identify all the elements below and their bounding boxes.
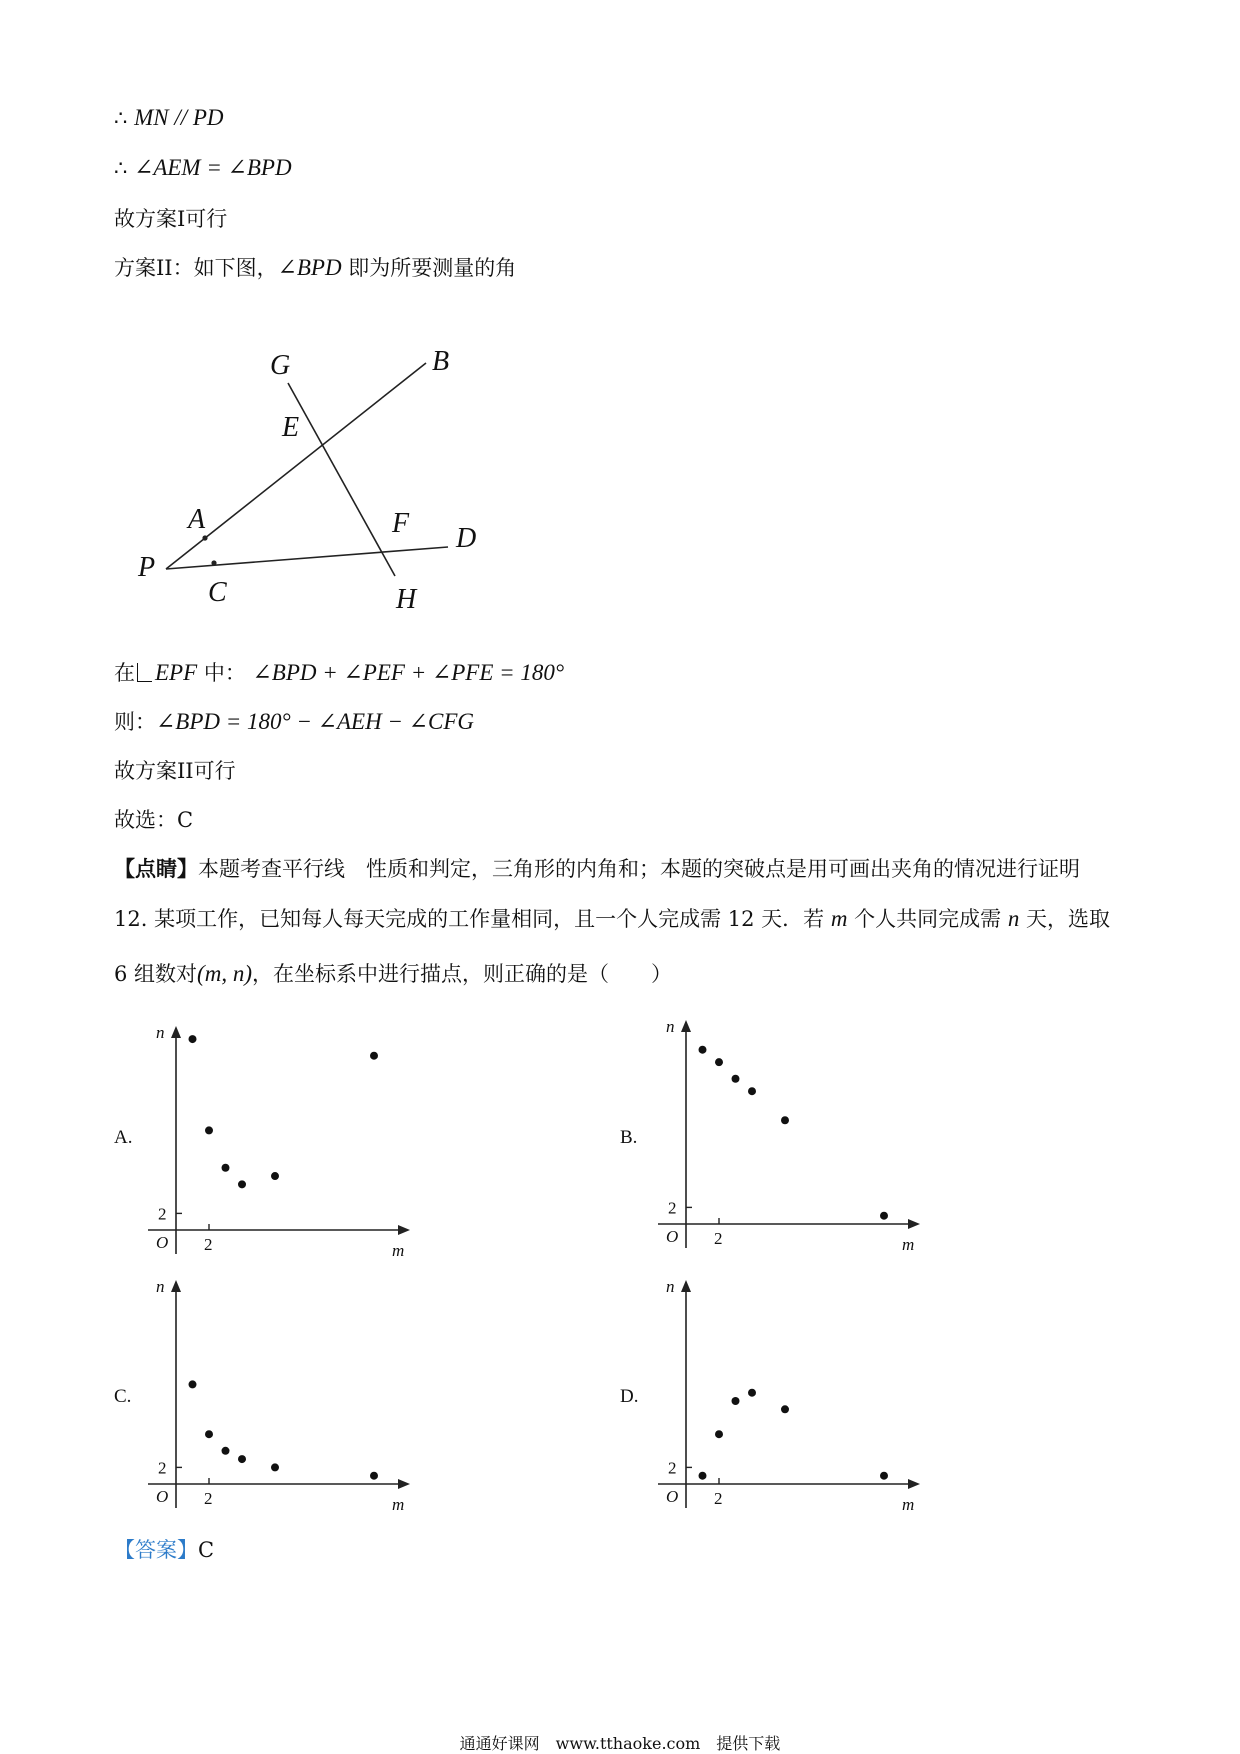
data-point <box>222 1164 230 1172</box>
step-line-1 <box>114 104 224 132</box>
x-tick-label: 2 <box>714 1489 723 1508</box>
data-point <box>732 1397 740 1405</box>
answer-line <box>114 1536 214 1564</box>
x-axis-label: m <box>392 1241 405 1258</box>
graph-option-c[interactable] <box>140 1272 440 1512</box>
data-point <box>781 1116 789 1124</box>
y-tick-label: 2 <box>668 1458 677 1478</box>
x-axis-arrow-icon <box>908 1219 920 1229</box>
point-c <box>211 560 216 565</box>
y-axis-label: n <box>666 1277 675 1296</box>
geometry-figure <box>130 340 510 620</box>
x-tick-label: 2 <box>714 1229 723 1248</box>
therefore-symbol: ∴ <box>114 106 128 130</box>
label-d: D <box>456 523 477 554</box>
data-point <box>189 1380 197 1388</box>
x-axis-arrow-icon <box>398 1479 410 1489</box>
graph-option-a[interactable] <box>140 1018 440 1258</box>
label-a: A <box>188 504 206 535</box>
data-point <box>732 1075 740 1083</box>
data-point <box>238 1180 246 1188</box>
data-point <box>238 1455 246 1463</box>
label-h: H <box>396 584 417 615</box>
step-line-5 <box>114 659 564 687</box>
data-point <box>781 1405 789 1413</box>
x-axis-label: m <box>902 1495 915 1512</box>
math-expr: ∠BPD <box>277 255 342 280</box>
point-a <box>202 535 207 540</box>
x-axis-label: m <box>392 1495 405 1512</box>
label-p: P <box>138 552 156 583</box>
text: 6 组数对 <box>114 962 198 986</box>
var-m: m <box>830 906 848 931</box>
data-point <box>699 1472 707 1480</box>
data-point <box>271 1172 279 1180</box>
data-point <box>370 1472 378 1480</box>
origin-label: O <box>666 1227 679 1246</box>
step-line-6 <box>114 708 474 736</box>
data-point <box>715 1430 723 1438</box>
y-tick-label: 2 <box>158 1204 167 1224</box>
data-point <box>222 1447 230 1455</box>
question-line-2 <box>114 960 672 988</box>
data-point <box>189 1035 197 1043</box>
y-axis-arrow-icon <box>681 1020 691 1032</box>
graph-option-b[interactable] <box>650 1012 950 1252</box>
option-letter-c[interactable]: C. <box>114 1386 132 1407</box>
y-axis-arrow-icon <box>171 1280 181 1292</box>
y-axis-arrow-icon <box>681 1280 691 1292</box>
y-axis-arrow-icon <box>171 1026 181 1038</box>
data-point <box>748 1087 756 1095</box>
data-point <box>748 1389 756 1397</box>
origin-label: O <box>666 1487 679 1506</box>
step-line-3: 故方案I可行 <box>114 207 228 231</box>
answer-tag: 【答案】 <box>114 1538 198 1562</box>
line-pd <box>166 547 448 569</box>
x-axis-arrow-icon <box>398 1225 410 1235</box>
text: 中： <box>197 661 246 685</box>
therefore-symbol: ∴ <box>114 156 128 180</box>
y-tick-label: 2 <box>158 1458 167 1478</box>
graph-option-d[interactable] <box>650 1272 950 1512</box>
text: 天，选取 <box>1019 907 1110 931</box>
text: 在 <box>114 661 135 685</box>
text: 则： <box>114 710 156 734</box>
origin-label: O <box>156 1487 169 1506</box>
y-axis-label: n <box>156 1023 165 1042</box>
data-point <box>880 1472 888 1480</box>
label-g: G <box>270 350 291 381</box>
text: 本题考查平行线 性质和判定，三角形的内角和；本题的突破点是用可画出夹角的情况进行证明 <box>198 857 1080 881</box>
origin-label: O <box>156 1233 169 1252</box>
question-line-1 <box>114 905 1110 933</box>
data-point <box>715 1058 723 1066</box>
data-point <box>205 1430 213 1438</box>
label-c: C <box>208 577 227 608</box>
answer-value: C <box>198 1538 215 1562</box>
y-axis-label: n <box>666 1017 675 1036</box>
step-line-2 <box>114 154 292 182</box>
x-axis-arrow-icon <box>908 1479 920 1489</box>
x-axis-label: m <box>902 1235 915 1252</box>
page-footer: 通通好课网 www.tthaoke.com 提供下载 <box>459 1734 781 1753</box>
option-letter-a[interactable]: A. <box>114 1127 133 1148</box>
data-point <box>205 1126 213 1134</box>
data-point <box>271 1463 279 1471</box>
comment-tag: 【点睛】 <box>114 856 198 881</box>
step-line-8: 故选：C <box>114 808 194 832</box>
text: 即为所要测量的角 <box>341 256 517 280</box>
option-letter-b[interactable]: B. <box>620 1127 638 1148</box>
data-point <box>699 1046 707 1054</box>
math-expr: EPF <box>155 660 198 685</box>
comment-line <box>114 855 1080 883</box>
label-e: E <box>282 412 300 443</box>
y-axis-label: n <box>156 1277 165 1296</box>
math-expr: MN // PD <box>134 105 224 130</box>
text: ，在坐标系中进行描点，则正确的是（ ） <box>251 962 672 986</box>
label-b: B <box>432 346 450 377</box>
x-tick-label: 2 <box>204 1489 213 1508</box>
y-tick-label: 2 <box>668 1198 677 1218</box>
label-f: F <box>392 508 410 539</box>
data-point <box>370 1052 378 1060</box>
triangle-symbol <box>137 663 152 682</box>
text: 方案II：如下图， <box>114 256 278 280</box>
option-letter-d[interactable]: D. <box>620 1386 639 1407</box>
pair-expr: (m, n) <box>197 961 252 986</box>
step-line-7: 故方案II可行 <box>114 759 236 783</box>
data-point <box>880 1212 888 1220</box>
var-n: n <box>1007 906 1020 931</box>
x-tick-label: 2 <box>204 1235 213 1254</box>
step-line-4 <box>114 254 516 282</box>
math-expr: ∠BPD = 180° − ∠AEH − ∠CFG <box>156 709 474 734</box>
math-expr: ∠AEM = ∠BPD <box>134 155 292 180</box>
text: 个人共同完成需 <box>847 907 1008 931</box>
math-expr: ∠BPD + ∠PEF + ∠PFE = 180° <box>252 660 565 685</box>
line-gh <box>288 383 395 576</box>
text: 12. 某项工作，已知每人每天完成的工作量相同，且一个人完成需 12 天．若 <box>114 907 831 931</box>
